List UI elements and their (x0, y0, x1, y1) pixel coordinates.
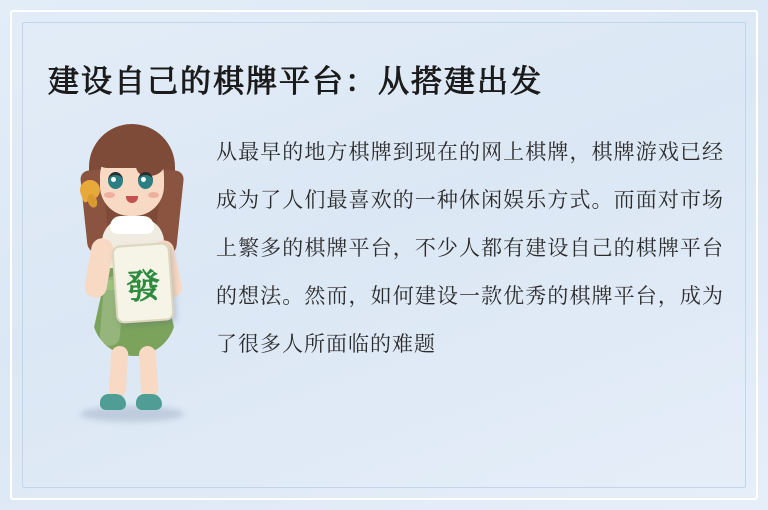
eye-left (108, 172, 123, 189)
collar (110, 216, 154, 234)
leg-right (139, 346, 159, 399)
leg-left (108, 345, 129, 398)
shoe-right (136, 394, 162, 410)
blush-right (148, 192, 159, 198)
article-title: 建设自己的棋牌平台：从搭建出发 (48, 64, 543, 100)
shoe-left (100, 394, 126, 410)
illustration-girl-with-mahjong-tile (62, 118, 212, 428)
blush-left (104, 192, 115, 198)
eye-right (138, 172, 153, 189)
mahjong-tile (111, 242, 174, 324)
mahjong-tile-glyph: 發 (124, 265, 162, 308)
hair-bangs (94, 134, 170, 168)
article-body: 从最早的地方棋牌到现在的网上棋牌，棋牌游戏已经成为了人们最喜欢的一种休闲娱乐方式。而面对市场上繁多的棋牌平台，不少人都有建设自己的棋牌平台的想法。然而，如何建设一款优秀的棋牌平台，成为了很多人所面临的难题 (216, 140, 724, 356)
figure-shadow (80, 406, 184, 422)
